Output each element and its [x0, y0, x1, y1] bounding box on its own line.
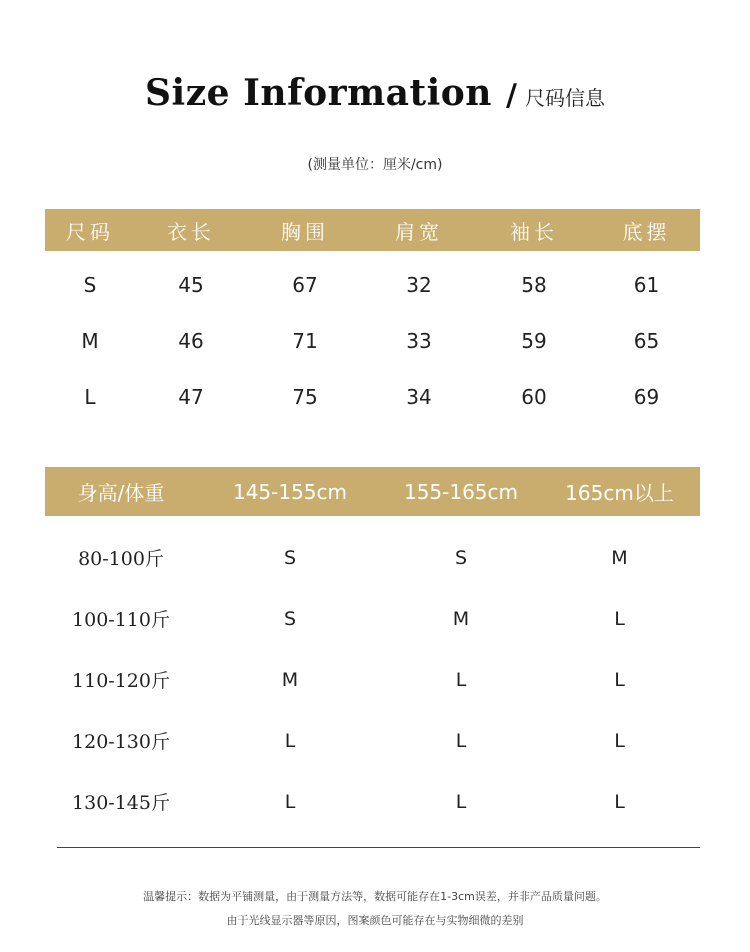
- header-length: 衣长: [167, 219, 215, 244]
- title-cn: 尺码信息: [524, 86, 605, 110]
- cell-sleeve: 60: [521, 385, 547, 409]
- table-row: [45, 588, 700, 649]
- cell-weight: 100-110斤: [72, 609, 170, 631]
- cell-length: 46: [178, 329, 204, 353]
- header-height-range-2: 155-165cm: [403, 479, 519, 504]
- header-height-range-1: 145-155cm: [232, 479, 348, 504]
- cell-fit-2: M: [452, 607, 470, 630]
- header-hem: 底摆: [622, 219, 671, 244]
- cell-length: 47: [178, 385, 204, 409]
- footer-note-2: 由于光线显示器等原因，图案颜色可能存在与实物细微的差别: [226, 914, 524, 927]
- page-title: [0, 72, 750, 126]
- cell-shoulder: 32: [406, 273, 432, 297]
- table-row: [45, 257, 700, 313]
- cell-shoulder: 34: [406, 385, 432, 409]
- cell-fit-2: S: [454, 546, 468, 569]
- table-row: [45, 771, 700, 832]
- cell-sleeve: 59: [521, 329, 547, 353]
- header-sleeve: 袖长: [510, 219, 558, 244]
- fit-table: [45, 467, 700, 832]
- title-separator: /: [505, 78, 517, 113]
- footer-note-1: 温馨提示：数据为平铺测量，由于测量方法等，数据可能存在1-3cm误差，并非产品质量问题。: [143, 890, 607, 903]
- table-row: [45, 369, 700, 425]
- cell-chest: 75: [292, 385, 318, 409]
- header-chest: 胸围: [281, 219, 329, 244]
- cell-hem: 61: [633, 273, 660, 297]
- cell-fit-2: L: [455, 729, 467, 752]
- size-table: [45, 209, 700, 425]
- cell-hem: 65: [633, 329, 660, 353]
- cell-chest: 67: [292, 273, 318, 297]
- cell-length: 45: [178, 273, 204, 297]
- cell-fit-3: L: [614, 790, 625, 813]
- unit-note: (测量单位：厘米/cm): [307, 157, 443, 173]
- cell-fit-2: L: [455, 790, 467, 813]
- cell-size: L: [84, 385, 96, 409]
- header-shoulder: 肩宽: [395, 219, 443, 244]
- cell-size: M: [81, 329, 99, 353]
- cell-size: S: [83, 273, 97, 297]
- title-main: Size Information: [145, 72, 492, 114]
- header-height-weight: 身高/体重: [77, 481, 165, 505]
- table-row: [45, 313, 700, 369]
- cell-fit-1: L: [284, 729, 296, 752]
- header-height-range-3: 165cm以上: [565, 481, 674, 505]
- cell-fit-1: L: [284, 790, 296, 813]
- cell-hem: 69: [633, 385, 660, 409]
- fit-table-header: [45, 467, 700, 516]
- cell-shoulder: 33: [406, 329, 432, 353]
- cell-fit-2: L: [455, 668, 467, 691]
- cell-fit-1: S: [283, 607, 297, 630]
- cell-weight: 120-130斤: [72, 731, 170, 753]
- table-row: [45, 527, 700, 588]
- cell-weight: 130-145斤: [72, 792, 170, 814]
- size-table-header: [45, 209, 700, 251]
- cell-weight: 110-120斤: [72, 670, 170, 692]
- cell-chest: 71: [292, 329, 318, 353]
- cell-fit-3: L: [614, 668, 625, 691]
- table-row: [45, 649, 700, 710]
- table-row: [45, 710, 700, 771]
- cell-fit-3: M: [611, 546, 628, 569]
- header-size: 尺码: [66, 219, 114, 244]
- cell-weight: 80-100斤: [78, 548, 164, 570]
- cell-fit-1: S: [283, 546, 297, 569]
- cell-sleeve: 58: [521, 273, 547, 297]
- divider: [57, 847, 700, 848]
- cell-fit-3: L: [614, 607, 625, 630]
- cell-fit-1: M: [281, 668, 299, 691]
- cell-fit-3: L: [614, 729, 625, 752]
